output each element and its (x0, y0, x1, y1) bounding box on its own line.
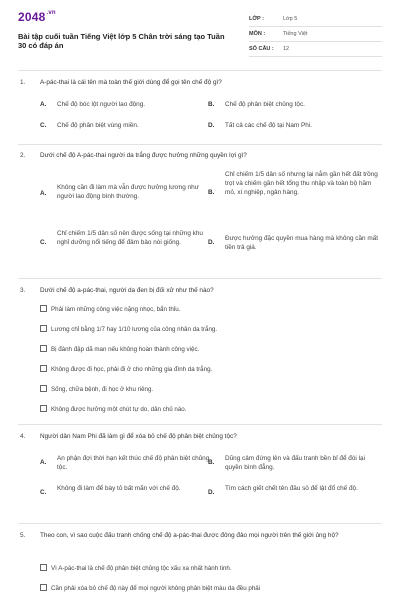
divider (18, 70, 382, 71)
checkbox-icon[interactable] (40, 365, 47, 372)
divider (18, 424, 382, 425)
question-number: 2. (20, 152, 26, 159)
checkbox-item[interactable]: Bị đánh đập dã man nếu không hoàn thành công việc. (40, 345, 199, 354)
header (18, 10, 382, 56)
checkbox-icon[interactable] (40, 325, 47, 332)
page-title: Bài tập cuối tuần Tiếng Việt lớp 5 Chân trời sáng tạo Tuần 30 có đáp án (18, 32, 225, 51)
question-1: 1. A-pác-thai là cái tên mà toàn thế giới dùng để gọi tên chế độ gì? A. Chế độ bóc lột người lao động. B. Chế độ phân biệt chủng tộc. C. Chế độ phân biệt vùng miền. D. Tất cả các chế độ tại Nam Phi. (18, 79, 382, 139)
checkbox-icon[interactable] (40, 564, 47, 571)
checkbox-item[interactable]: Sống, chữa bệnh, đi học ở khu riêng. (40, 385, 153, 394)
question-text: A-pác-thai là cái tên mà toàn thế giới dùng để gọi tên chế độ gì? (40, 79, 222, 86)
question-number: 3. (20, 287, 26, 294)
checkbox-item[interactable]: Cần phải xóa bỏ chế độ này để mọi người không phân biệt màu da đều phải (40, 584, 260, 593)
checkbox-icon[interactable] (40, 385, 47, 392)
checkbox-item[interactable]: Phải làm những công việc nặng nhọc, bẩn thỉu. (40, 305, 180, 314)
checkbox-icon[interactable] (40, 584, 47, 591)
question-4: 4. Người dân Nam Phi đã làm gì để xóa bỏ chế độ phân biệt chủng tộc? A. An phận đợi thời hạn kết thúc chế độ phân biệt chủng tộc. B. Dũng cảm đứng lên và đấu tranh bền bỉ để đòi lại quyền bình đẳng. C. Không đi làm để bày tỏ bất mãn với chế độ. D. Tìm cách giết chết tên đầu sỏ để lật đổ chế độ. (18, 433, 382, 523)
question-3 (18, 287, 382, 301)
brand-logo[interactable]: $2048^{.vn}$ (18, 10, 56, 24)
checkbox-icon[interactable] (40, 305, 47, 312)
checkbox-item[interactable]: Lương chỉ bằng 1/7 hay 1/10 lương của công nhân da trắng. (40, 325, 217, 334)
checkbox-item[interactable]: Không được đi học, phải đi ở cho những gia đình da trắng. (40, 365, 212, 374)
question-text: Theo con, vì sao cuộc đấu tranh chống chế độ a-pác-thai được đông đảo mọi người trên thế giới ủng hộ? (40, 532, 339, 539)
question-number: 5. (20, 532, 26, 539)
meta-row-subject: MÔN : Tiếng Việt (249, 27, 382, 42)
checkbox-icon[interactable] (40, 405, 47, 412)
checkbox-item[interactable]: Vì A-pác-thai là chế độ phân biệt chủng tộc xấu xa nhất hành tinh. (40, 564, 232, 573)
question-text: Dưới chế độ A-pác-thai người da trắng được hưởng những quyền lợi gì? (40, 152, 247, 159)
question-text: Người dân Nam Phi đã làm gì để xóa bỏ chế độ phân biệt chủng tộc? (40, 433, 237, 440)
question-number: 1. (20, 79, 26, 86)
meta-row-class: LỚP : Lớp 5 (249, 12, 382, 27)
question-number: 4. (20, 433, 26, 440)
divider (18, 523, 382, 524)
checkbox-icon[interactable] (40, 345, 47, 352)
meta-table (249, 12, 382, 57)
divider (18, 278, 382, 279)
divider (18, 144, 382, 145)
meta-row-count: SỐ CÂU : 12 (249, 42, 382, 57)
question-2: 2. Dưới chế độ A-pác-thai người da trắng được hưởng những quyền lợi gì? A. Không cần đi làm mà vẫn được hưởng lương như người lao động bình thường. B. Chỉ chiếm 1/5 dân số nhưng lại nắm gần hết đất trồng trọt và chiếm gần hết tổng thu nhập và toàn bộ hầm mỏ, xí nghiệp, ngân hàng. C. Chỉ chiếm 1/5 dân số nên được sống tại những khu nghỉ dưỡng nổi tiếng để đảm bảo nòi giống. D. Được hưởng đặc quyền mua hàng mà không cần mất tiền trả giá. (18, 152, 382, 272)
question-5 (18, 532, 382, 558)
question-text: Dưới chế độ a-pác-thai, người da đen bị đối xử như thế nào? (40, 287, 214, 294)
checkbox-item[interactable]: Không được hưởng một chút tự do, dân chủ nào. (40, 405, 186, 414)
